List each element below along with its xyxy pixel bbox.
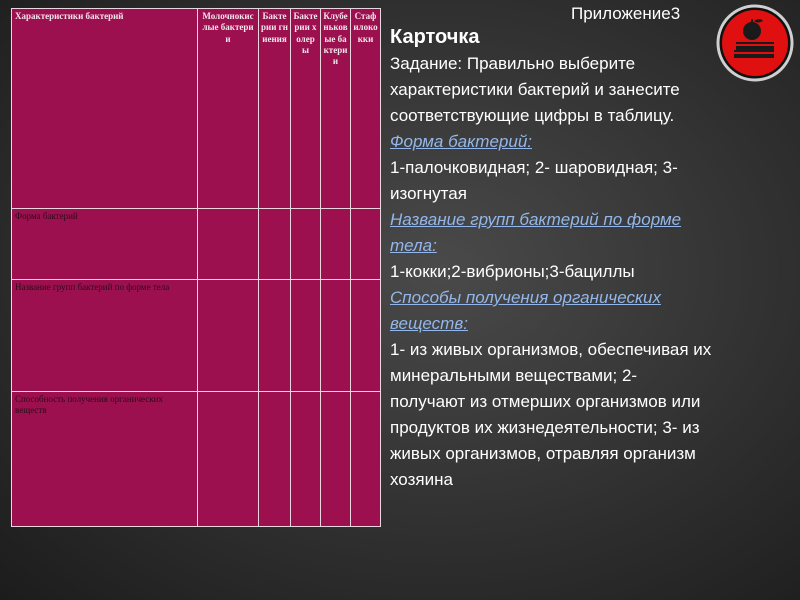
method-heading: Способы получения органических веществ: (390, 288, 661, 333)
task-card (390, 24, 715, 493)
header-characteristics: Характеристики бактерий (12, 9, 198, 209)
row-label-shape: Форма бактерий (12, 209, 198, 280)
method-options: 1- из живых организмов, обеспечивая их минеральными веществами; 2- получают из отмерших организмов или продуктов их жизнедеятельности; 3- из живых организмов, отравляя организм хозяина (390, 340, 712, 489)
bacteria-table (11, 8, 381, 527)
shape-options: 1-палочковидная; 2- шаровидная; 3-изогнутая (390, 158, 678, 203)
table-cell[interactable] (198, 280, 259, 392)
table-cell[interactable] (351, 280, 381, 392)
table-cell[interactable] (351, 392, 381, 527)
book-apple-icon (714, 2, 796, 82)
table-cell[interactable] (198, 392, 259, 527)
header-col-4: Клубеньковые бактерии (321, 9, 351, 209)
table-row (12, 209, 381, 280)
table-cell[interactable] (291, 392, 321, 527)
group-heading: Название групп бактерий по форме тела: (390, 210, 682, 255)
table-cell[interactable] (259, 392, 291, 527)
table-cell[interactable] (291, 209, 321, 280)
header-col-1: Молочнокислые бактерии (198, 9, 259, 209)
table-row (12, 280, 381, 392)
table-cell[interactable] (321, 392, 351, 527)
card-title: Карточка (390, 26, 480, 48)
header-col-3: Бактерии холеры (291, 9, 321, 209)
row-label-groups: Название групп бактерий по форме тела (12, 280, 198, 392)
task-text: Задание: Правильно выберите характеристики бактерий и занесите соответствующие цифры в таблицу. (390, 54, 680, 125)
table-cell[interactable] (259, 209, 291, 280)
table-cell[interactable] (198, 209, 259, 280)
table-cell[interactable] (321, 280, 351, 392)
shape-heading: Форма бактерий: (390, 132, 533, 151)
table-cell[interactable] (351, 209, 381, 280)
table-cell[interactable] (259, 280, 291, 392)
table-cell[interactable] (321, 209, 351, 280)
row-label-nutrition: Способность получения органических веществ (12, 392, 198, 527)
table-cell[interactable] (291, 280, 321, 392)
table-header-row (12, 9, 381, 209)
header-col-5: Стафилококки (351, 9, 381, 209)
table-row (12, 392, 381, 527)
appendix-label: Приложение3 (571, 4, 681, 23)
header-col-2: Бактерии гниения (259, 9, 291, 209)
group-options: 1-кокки;2-вибрионы;3-бациллы (390, 262, 635, 281)
